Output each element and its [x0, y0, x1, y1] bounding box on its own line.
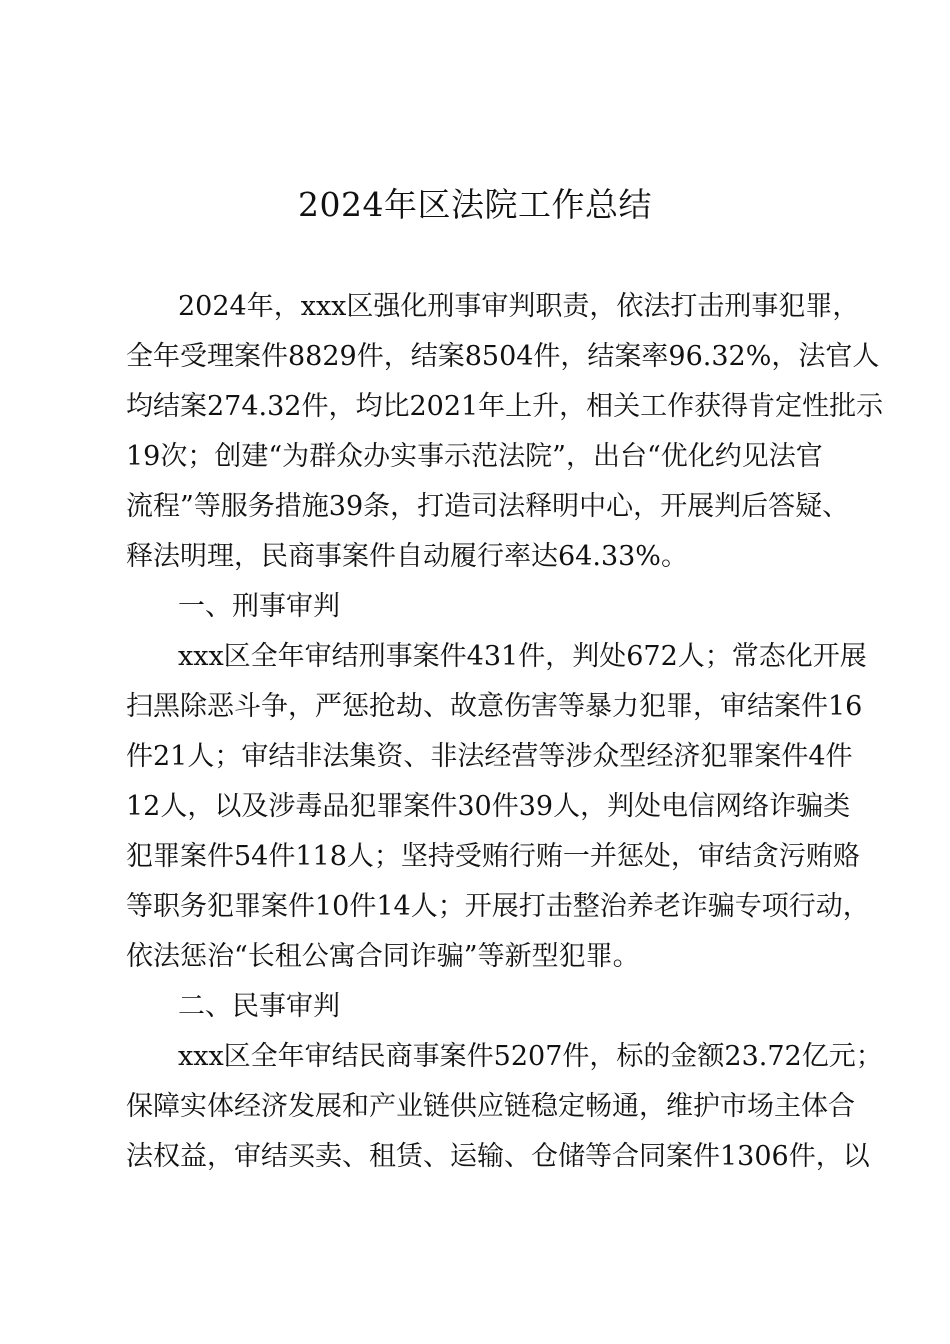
- body-line: 19次；创建“为群众办实事示范法院”，出台“优化约见法官: [126, 441, 823, 472]
- section-heading-civil: 二、民事审判: [178, 991, 340, 1022]
- body-line: 扫黑除恶斗争，严惩抢劫、故意伤害等暴力犯罪，审结案件16: [126, 691, 863, 722]
- body-line: 均结案274.32件，均比2021年上升，相关工作获得肯定性批示: [126, 391, 884, 422]
- body-line: 流程”等服务措施39条，打造司法释明中心，开展判后答疑、: [126, 491, 850, 522]
- body-line: 等职务犯罪案件10件14人；开展打击整治养老诈骗专项行动，: [126, 891, 870, 922]
- body-line: 2024年，xxx区强化刑事审判职责，依法打击刑事犯罪，: [178, 291, 860, 322]
- body-line: 释法明理，民商事案件自动履行率达64.33%。: [126, 541, 688, 572]
- document-title: 2024年区法院工作总结: [298, 185, 652, 224]
- body-line: 全年受理案件8829件，结案8504件，结案率96.32%，法官人: [126, 341, 880, 372]
- body-line: xxx区全年审结民商事案件5207件，标的金额23.72亿元；: [178, 1041, 883, 1072]
- body-line: 12人，以及涉毒品犯罪案件30件39人，判处电信网络诈骗类: [126, 791, 851, 822]
- body-line: 件21人；审结非法集资、非法经营等涉众型经济犯罪案件4件: [126, 741, 853, 772]
- body-line: 保障实体经济发展和产业链供应链稳定畅通，维护市场主体合: [126, 1091, 855, 1122]
- body-line: 犯罪案件54件118人；坚持受贿行贿一并惩处，审结贪污贿赂: [126, 841, 860, 872]
- body-line: 依法惩治“长租公寓合同诈骗”等新型犯罪。: [126, 941, 640, 972]
- body-line: xxx区全年审结刑事案件431件，判处672人；常态化开展: [178, 641, 867, 672]
- document-body: [126, 282, 884, 1182]
- body-line: 法权益，审结买卖、租赁、运输、仓储等合同案件1306件，以: [126, 1141, 870, 1172]
- section-heading-criminal: 一、刑事审判: [178, 591, 340, 622]
